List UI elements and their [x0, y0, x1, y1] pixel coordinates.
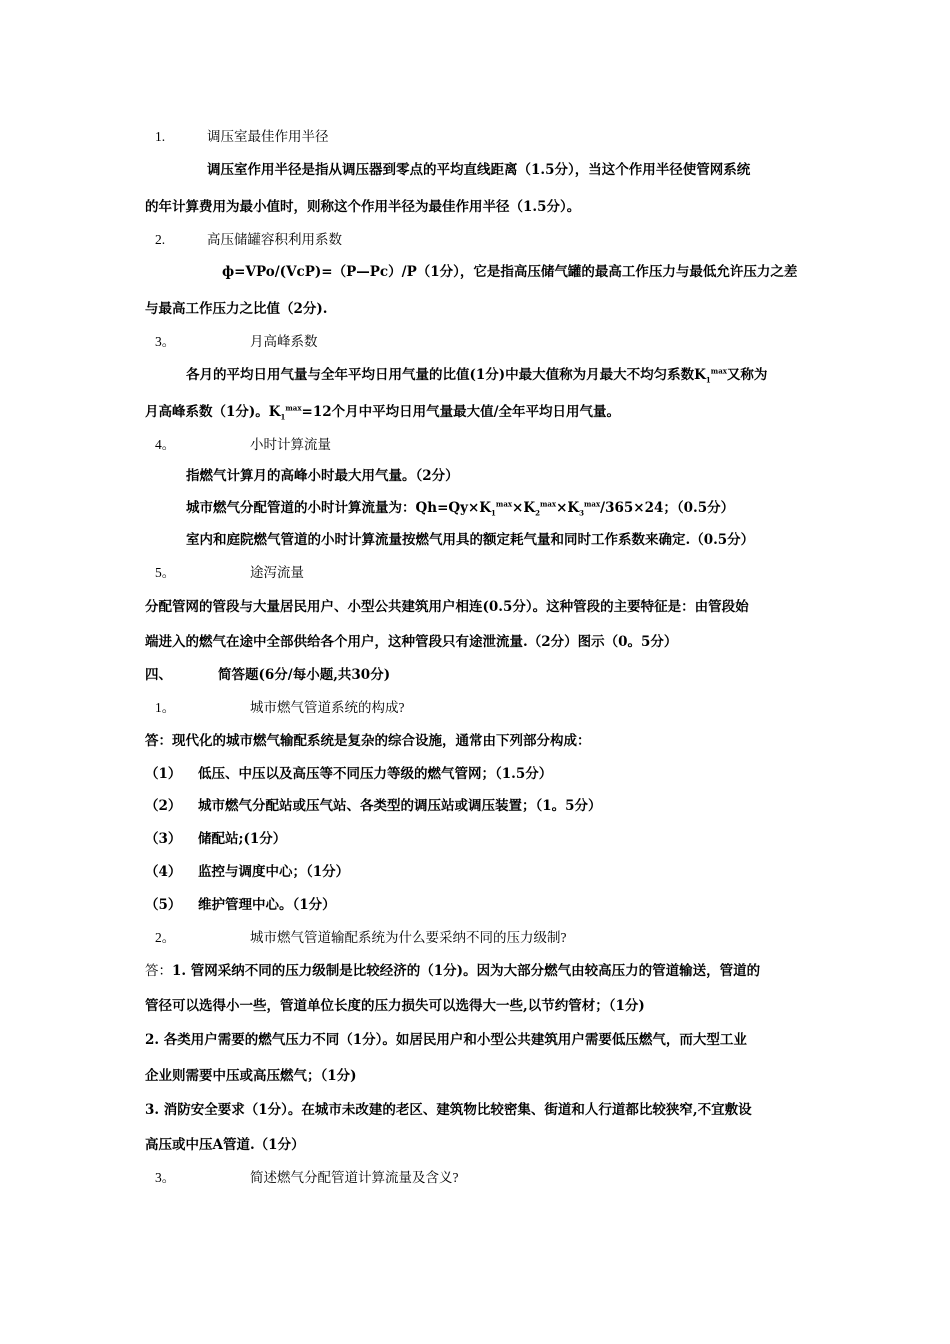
def4-line1: 指燃气计算月的高峰小时最大用气量。（2分） — [186, 468, 459, 484]
def4-line3: 室内和庭院燃气管道的小时计算流量按燃气用具的额定耗气量和同时工作系数来确定.（0.5分） — [186, 532, 755, 548]
q2-answer-2-line2: 企业则需要中压或高压燃气；（1分) — [145, 1068, 357, 1084]
def3-line1-text: 各月的平均日用气量与全年平均日用气量的比值(1分)中最大值称为月最大不均匀系数K — [186, 367, 706, 383]
def3-line2-sup: max — [285, 403, 302, 413]
q1-part-1-number: （1） — [145, 766, 182, 782]
q1-number: 1。 — [155, 700, 176, 715]
q1-part-1-text: 低压、中压以及高压等不同压力等级的燃气管网；（1.5分） — [198, 766, 553, 782]
section-4-title: 简答题(6分/每小题,共30分) — [218, 667, 391, 683]
def3-line2-sub: 1 — [280, 412, 286, 422]
def4-k3-sup: max — [584, 499, 601, 509]
q1-question: 城市燃气管道系统的构成? — [250, 700, 405, 715]
def1-line2: 的年计算费用为最小值时，则称这个作用半径为最佳作用半径（1.5分）。 — [145, 199, 581, 215]
def3-line1-sub: 1 — [705, 375, 711, 385]
q2-answer-1-line1: 1. 管网采纳不同的压力级制是比较经济的（1分)。因为大部分燃气由较高压力的管道输送，管道的 — [172, 963, 761, 979]
item-1-title: 调压室最佳作用半径 — [207, 129, 329, 144]
def3-line2-tail: =12个月中平均日用气量最大值/全年平均日用气量。 — [301, 404, 621, 420]
def3-line1-tail: 又称为 — [726, 367, 768, 383]
q1-part-2-number: （2） — [145, 798, 182, 814]
def4-line2-times-k2: ×K — [512, 500, 536, 516]
def2-line2: 与最高工作压力之比值（2分). — [145, 301, 328, 317]
q1-part-3-text: 储配站;(1分） — [198, 831, 287, 847]
def4-k2-sup: max — [539, 499, 557, 509]
item-5-title: 途泻流量 — [250, 565, 304, 580]
def3-line1 — [186, 366, 767, 384]
def4-line2 — [186, 499, 734, 517]
q2-answer-line1 — [145, 962, 760, 980]
q2-answer-3-line1: 3. 消防安全要求（1分）。在城市未改建的老区、建筑物比较密集、街道和人行道都比较狭窄,不宜敷设 — [145, 1102, 752, 1118]
q2-answer-3-line2: 高压或中压A管道.（1分） — [145, 1137, 305, 1153]
q2-question: 城市燃气管道输配系统为什么要采纳不同的压力级制? — [250, 930, 567, 945]
q2-answer-label: 答： — [145, 963, 172, 978]
q3-number: 3。 — [155, 1170, 176, 1185]
q3-question: 简述燃气分配管道计算流量及含义? — [250, 1170, 459, 1185]
def4-line2-tail: /365×24；（0.5分） — [600, 500, 735, 516]
item-1-number: 1. — [155, 129, 166, 144]
item-5-number: 5。 — [155, 565, 176, 580]
def5-line2: 端进入的燃气在途中全部供给各个用户，这种管段只有途泄流量.（2分）图示（0。5分） — [145, 634, 678, 650]
q1-answer-intro: 答：现代化的城市燃气输配系统是复杂的综合设施，通常由下列部分构成： — [145, 733, 591, 749]
def4-k2-sub: 2 — [535, 508, 540, 518]
item-2-number: 2. — [155, 232, 166, 247]
def3-line2-text: 月高峰系数（1分)。K — [145, 404, 281, 420]
def3-line2 — [145, 403, 620, 421]
q2-answer-2-line1: 2. 各类用户需要的燃气压力不同（1分）。如居民用户和小型公共建筑用户需要低压燃气，而大型工业 — [145, 1032, 747, 1048]
def4-line2-times-k3: ×K — [556, 500, 580, 516]
def3-line1-sup: max — [710, 366, 727, 376]
item-4-title: 小时计算流量 — [250, 437, 331, 452]
def4-line2-text: 城市燃气分配管道的小时计算流量为：Qh=Qy×K — [186, 500, 492, 516]
item-3-number: 3。 — [155, 334, 176, 349]
def4-k1-sup: max — [495, 499, 513, 509]
item-2-title: 高压储罐容积利用系数 — [207, 232, 342, 247]
item-3-title: 月高峰系数 — [250, 334, 318, 349]
q1-part-3-number: （3） — [145, 831, 182, 847]
q1-part-2-text: 城市燃气分配站或压气站、各类型的调压站或调压装置；（1。5分） — [198, 798, 602, 814]
q1-part-4-number: （4） — [145, 864, 182, 880]
def5-line1: 分配管网的管段与大量居民用户、小型公共建筑用户相连(0.5分）。这种管段的主要特征是：由管段始 — [145, 599, 749, 615]
section-4-number: 四、 — [145, 667, 172, 683]
q1-part-5-text: 维护管理中心。（1分） — [198, 897, 336, 913]
q2-number: 2。 — [155, 930, 176, 945]
def4-k1-sub: 1 — [491, 508, 496, 518]
q1-part-4-text: 监控与调度中心；（1分） — [198, 864, 350, 880]
q2-answer-1-line2: 管径可以选得小一些，管道单位长度的压力损失可以选得大一些,以节约管材；（1分) — [145, 998, 645, 1014]
item-4-number: 4。 — [155, 437, 176, 452]
def2-line1: ф=VPo/(VcP)=（P—Pc）/P（1分），它是指高压储气罐的最高工作压力与最低允许压力之差 — [222, 264, 798, 280]
q1-part-5-number: （5） — [145, 897, 182, 913]
def1-line1: 调压室作用半径是指从调压器到零点的平均直线距离（1.5分），当这个作用半径使管网系统 — [207, 162, 751, 178]
def4-k3-sub: 3 — [579, 508, 585, 518]
